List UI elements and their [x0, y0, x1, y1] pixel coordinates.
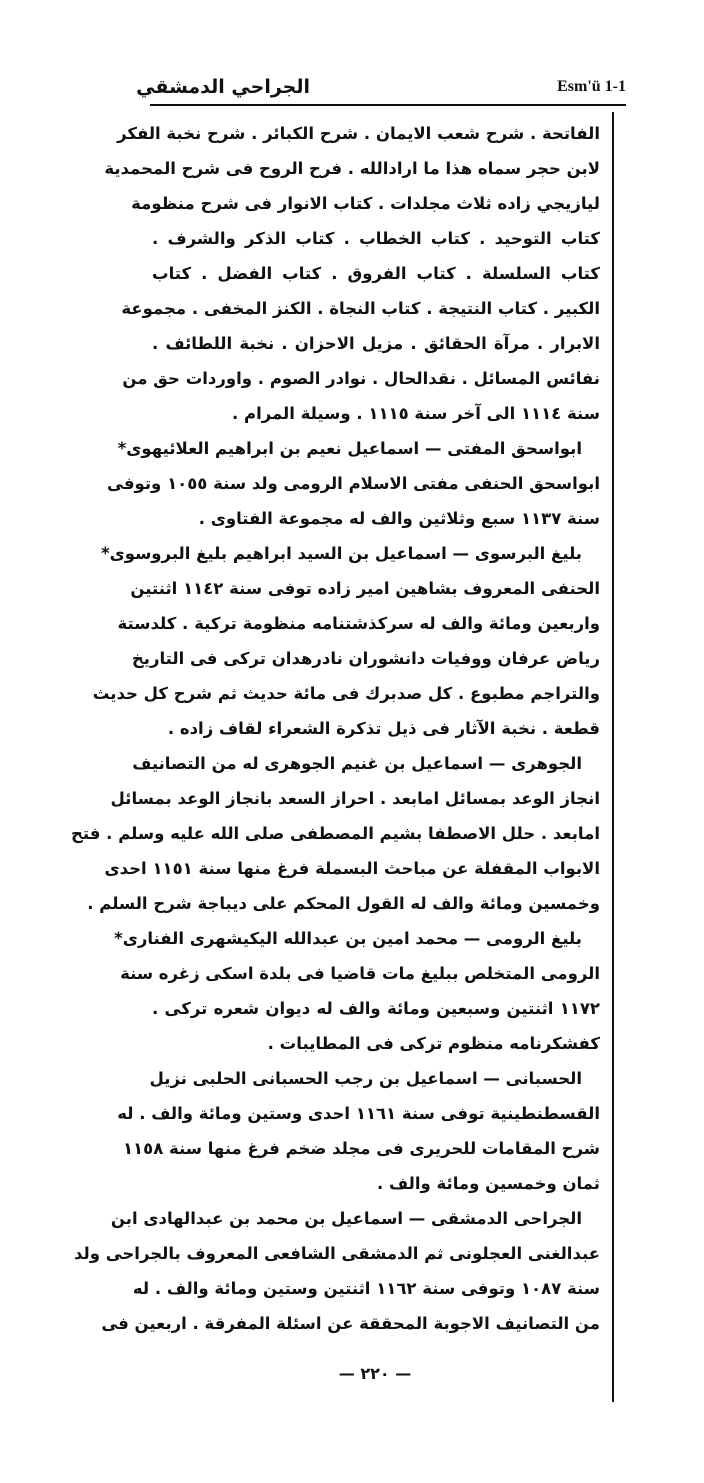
- text-line: الكبير . كتاب النتيجة . كتاب النجاة . الكنز المخفى . مجموعة: [121, 299, 600, 318]
- text-line: سنة ١٠٨٧ وتوفى سنة ١١٦٢ اثنتين وستين ومائة والف . له: [132, 1279, 600, 1298]
- text-line: رياض عرفان ووفيات دانشوران نادرهدان تركى فى التاريخ: [131, 649, 600, 668]
- text-line: ثمان وخمسين ومائة والف .: [377, 1174, 600, 1193]
- running-header: [136, 72, 626, 102]
- text-line: عبدالغنى العجلونى ثم الدمشقى الشافعى المعروف بالجراحى ولد: [74, 1244, 600, 1263]
- text-line: ابواسحق الحنفى مفتى الاسلام الرومى ولد سنة ١٠٥٥ وتوفى: [107, 474, 600, 493]
- text-line: كتاب السلسلة . كتاب الفروق . كتاب الفضل . كتاب: [152, 264, 600, 283]
- text-line: القسطنطينية توفى سنة ١١٦١ احدى وستين ومائة والف . له: [117, 1104, 600, 1123]
- text-line: ١١٧٢ اثنتين وسبعين ومائة والف له ديوان شعره تركى .: [152, 999, 600, 1018]
- column-rule: [612, 112, 614, 1402]
- text-line: الرومى المتخلص ببليغ مات قاضيا فى بلدة اسكى زغره سنة: [120, 964, 600, 983]
- text-line: قطعة . نخبة الآثار فى ذيل تذكرة الشعراء لقاف زاده .: [167, 719, 600, 738]
- text-line: الفاتحة . شرح شعب الايمان . شرح الكبائر . شرح نخبة الفكر: [117, 124, 600, 143]
- entry-heading: الحسبانى — اسماعيل بن رجب الحسبانى الحلبى نزيل: [149, 1069, 582, 1088]
- text-line: كفشكرنامه منظوم تركى فى المطايبات .: [267, 1034, 600, 1053]
- running-header-title: الجراحي الدمشقي: [136, 76, 310, 98]
- text-line: الابرار . مرآة الحقائق . مزيل الاحزان . نخبة اللطائف .: [152, 334, 600, 353]
- text-line: ليازيجي زاده ثلاث مجلدات . كتاب الانوار فى شرح منظومة: [131, 194, 600, 213]
- text-line: امابعد . حلل الاصطفا بشيم المصطفى صلى الله عليه وسلم . فتح: [71, 824, 600, 843]
- text-line: الحنفى المعروف بشاهين امير زاده توفى سنة ١١٤٢ اثنتين: [130, 579, 600, 598]
- text-line: الابواب المقفلة عن مباحث البسملة فرغ منها سنة ١١٥١ احدى: [104, 859, 600, 878]
- running-header-code: Esm'ü 1-1: [557, 78, 626, 95]
- entry-heading: الجوهرى — اسماعيل بن غنيم الجوهرى له من التصانيف: [132, 754, 582, 773]
- entry-heading: بليغ الرومى — محمد امين بن عبدالله اليكيشهرى الفنارى*: [114, 929, 582, 948]
- text-line: سنة ١١٣٧ سبع وثلاثين والف له مجموعة الفتاوى .: [198, 509, 600, 528]
- text-line: سنة ١١١٤ الى آخر سنة ١١١٥ . وسيلة المرام .: [231, 404, 600, 423]
- header-rule: [150, 104, 626, 106]
- body-text: [71, 116, 600, 1341]
- text-line: كتاب التوحيد . كتاب الخطاب . كتاب الذكر والشرف .: [152, 229, 600, 248]
- text-line: واربعين ومائة والف له سركذشتنامه منظومة تركية . كلدستة: [117, 614, 600, 633]
- text-line: نفائس المسائل . نقدالحال . نوادر الصوم . واوردات حق من: [122, 369, 600, 388]
- entry-heading: بليغ البرسوى — اسماعيل بن السيد ابراهيم بليغ البروسوى*: [100, 544, 582, 563]
- entry-heading: ابواسحق المفتى — اسماعيل نعيم بن ابراهيم العلائيهوى*: [117, 439, 582, 458]
- page-number: — ٢٢٠ —: [338, 1364, 412, 1383]
- entry-heading: الجراحى الدمشقى — اسماعيل بن محمد بن عبدالهادى ابن: [110, 1209, 582, 1228]
- text-line: انجاز الوعد بمسائل امابعد . احراز السعد بانجاز الوعد بمسائل: [110, 789, 600, 808]
- text-line: وخمسين ومائة والف له القول المحكم على ديباجة شرح السلم .: [87, 894, 600, 913]
- text-line: شرح المقامات للحريرى فى مجلد ضخم فرغ منها سنة ١١٥٨: [122, 1139, 600, 1158]
- text-line: والتراجم مطبوع . كل صدبرك فى مائة حديث ثم شرح كل حديث: [92, 684, 600, 703]
- text-line: لابن حجر سماه هذا ما ارادالله . فرح الروح فى شرح المحمدية: [104, 159, 600, 178]
- text-line: من التصانيف الاجوبة المحققة عن اسئلة المفرقة . اربعين فى: [101, 1314, 600, 1333]
